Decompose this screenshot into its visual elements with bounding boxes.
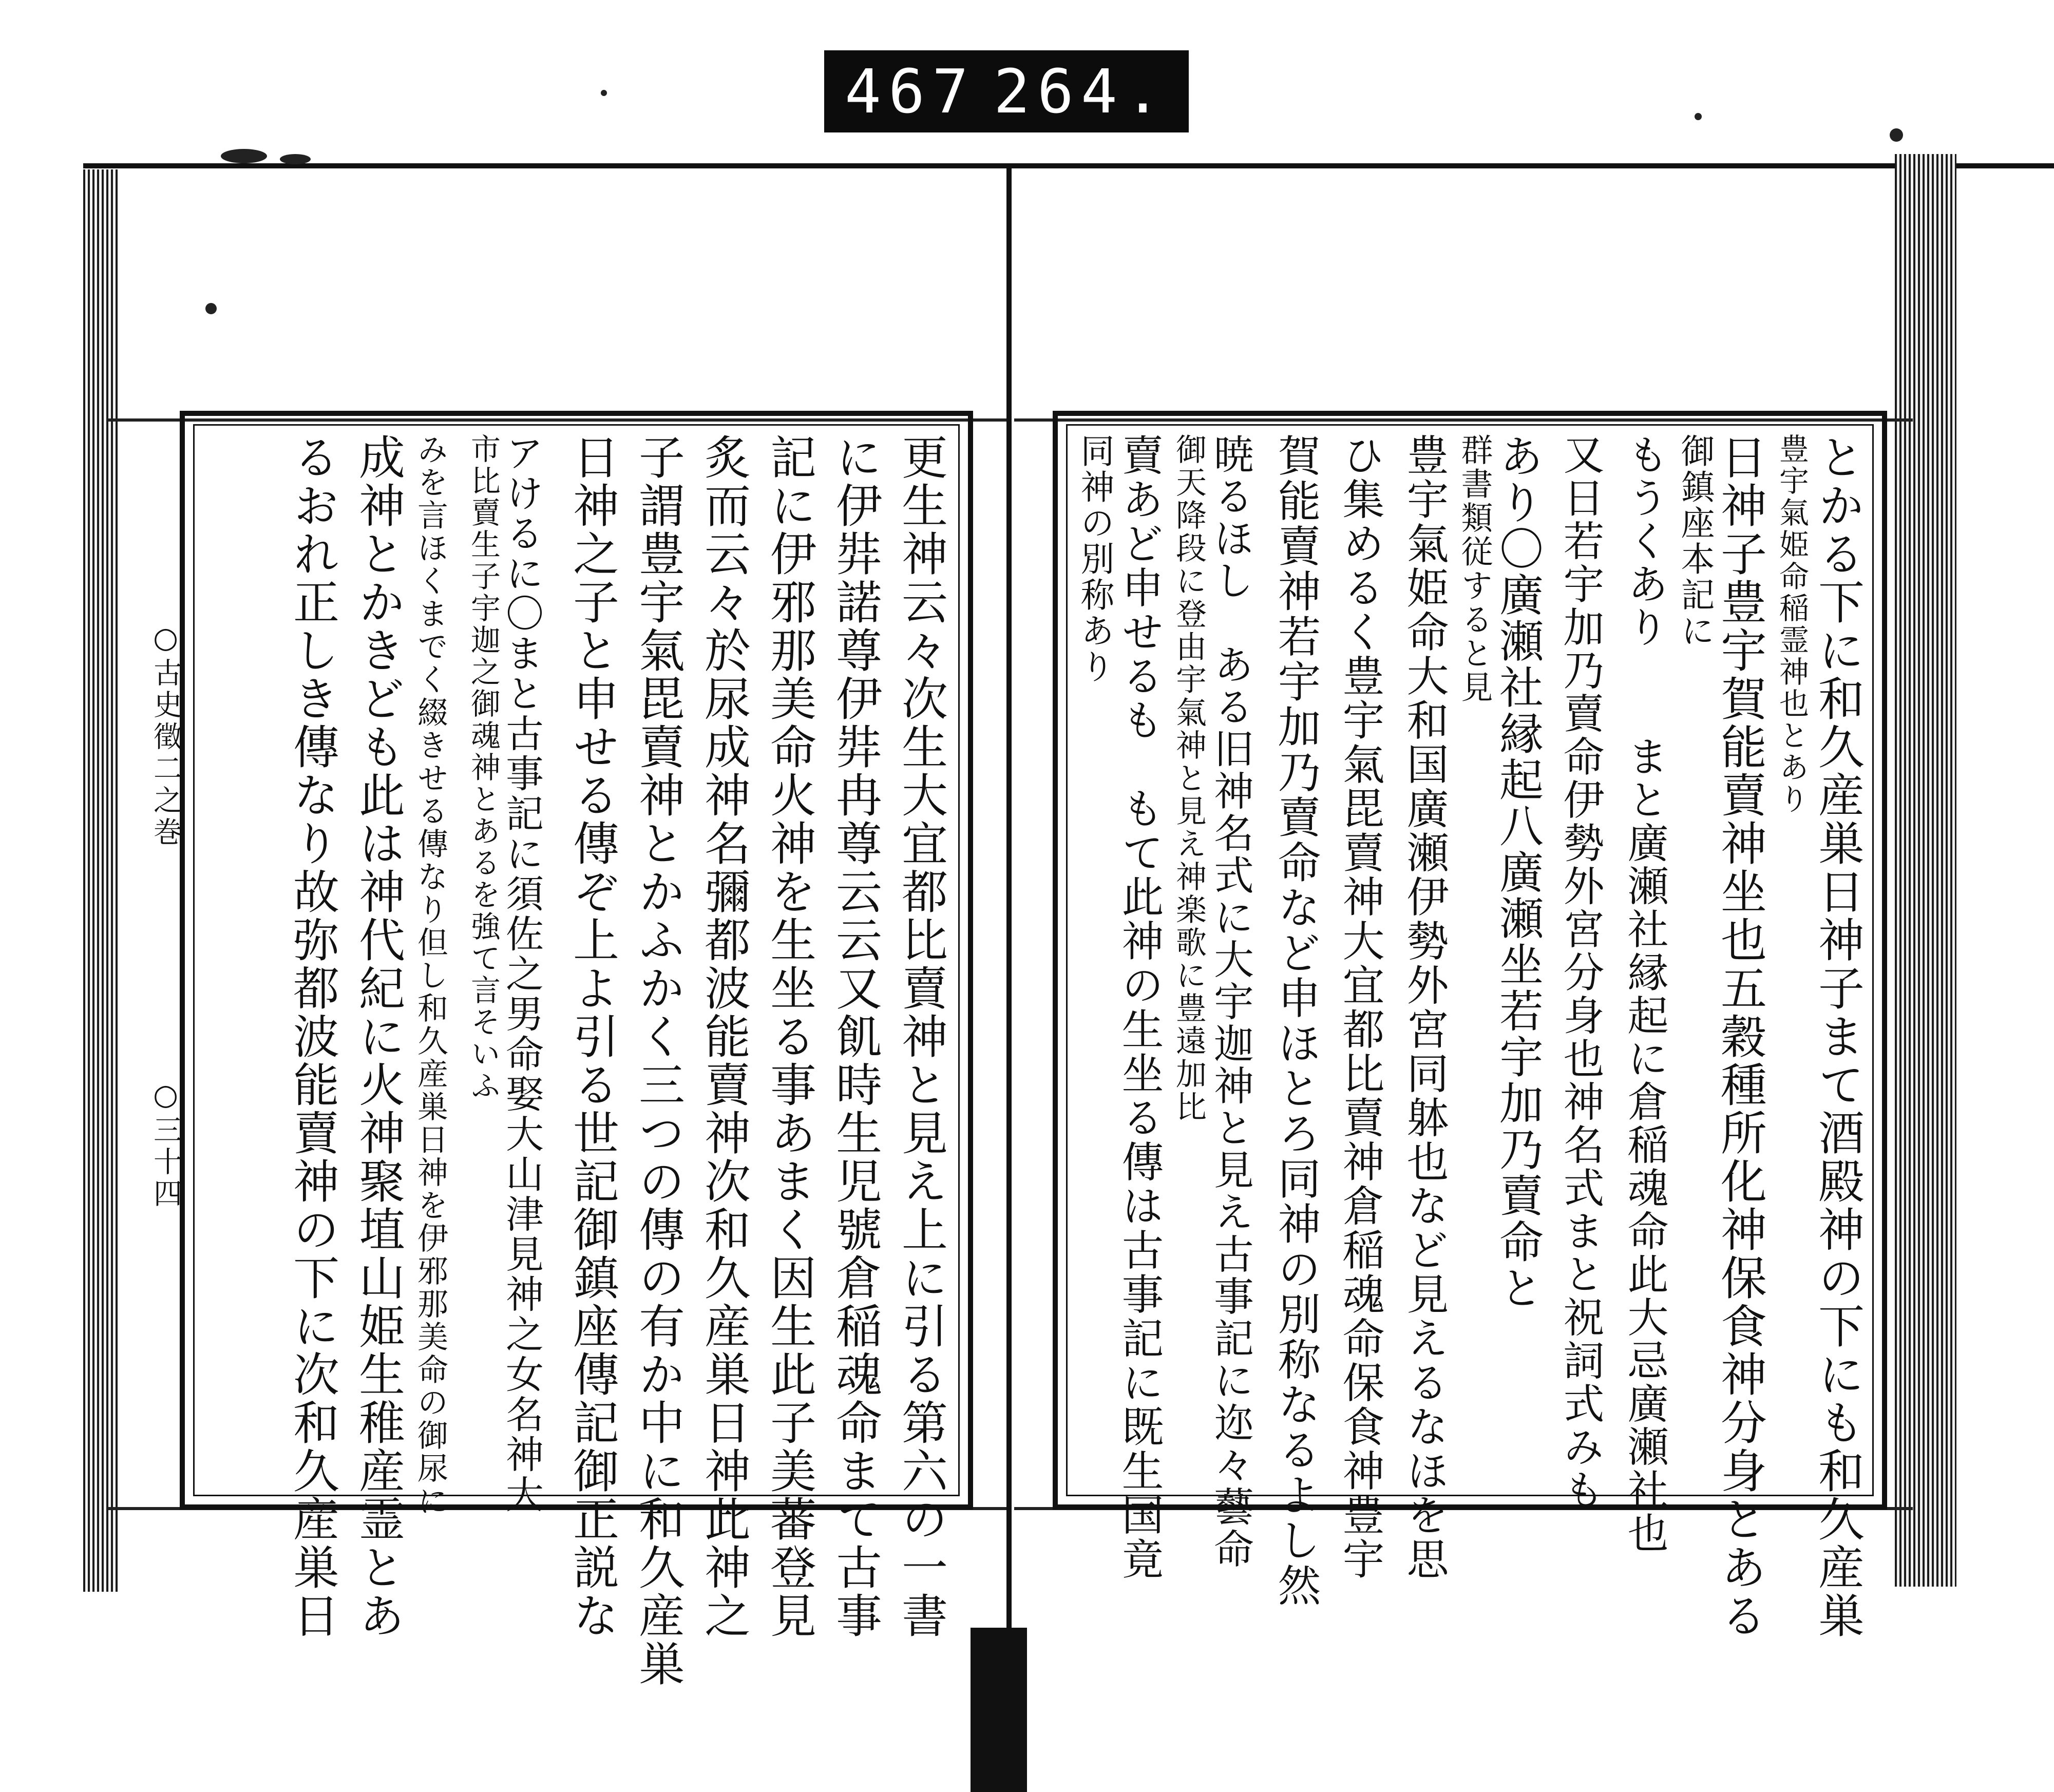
left-text-column: に伊弉諾尊伊弉冉尊云云又飢時生児號倉稲魂命まて古事 bbox=[828, 433, 882, 1640]
right-text-column: とかる下に和久産巣日神子まて酒殿神の下にも和久産巣 bbox=[1810, 433, 1864, 1640]
left-text-column: みを言ほくまでく綴きせる傳なり但し和久産巣日神を伊邪那美命の御尿に bbox=[412, 433, 448, 1518]
gutter-ink-blot bbox=[971, 1628, 1027, 1792]
left-text-column: 市比賣生子宇迦之御魂神とあるを強て言そいふ bbox=[466, 433, 501, 1102]
right-text-column: 賣あど申せるも もて此神の生坐る傳は古事記に既生国竟 bbox=[1115, 433, 1164, 1581]
left-text-column: 更生神云々次生大宜都比賣神と見え上に引る第六の一書 bbox=[893, 433, 947, 1640]
right-text-column: 暁るほし ある旧神名式に大宇迦神と見え古事記に迩々藝命 bbox=[1207, 433, 1253, 1570]
right-text-column: 群書類従すると見 bbox=[1456, 433, 1493, 704]
scan-speck bbox=[205, 303, 217, 314]
left-text-column: 炙而云々於尿成神名彌都波能賣神次和久産巣日神此神之 bbox=[696, 433, 750, 1640]
right-text-column: ひ集めるく豊宇氣毘賣神大宜都比賣神倉稲魂命保食神豊宇 bbox=[1336, 433, 1384, 1581]
book-gutter-line bbox=[1006, 163, 1012, 1704]
left-text-column: 成神とかきども此は神代紀に火神聚埴山姫生稚産霊とあ bbox=[351, 433, 405, 1640]
catalog-tag bbox=[824, 50, 1189, 132]
right-text-column: 豊宇氣姫命大和国廣瀬伊勢外宮同躰也など見えるなほを思 bbox=[1400, 433, 1449, 1581]
right-text-column: 又日若宇加乃賣命伊勢外宮分身也神名式まと祝詞式みも bbox=[1556, 433, 1604, 1512]
scan-speck bbox=[1695, 113, 1702, 120]
tag-left-number: 467 bbox=[845, 56, 976, 127]
left-text-column: 日神之子と申せる傳ぞ上よ引る世記御鎮座傳記御正説な bbox=[565, 433, 619, 1640]
right-text-column: もうくあり まと廣瀬社縁起に倉稲魂命此大忌廣瀬社也 bbox=[1621, 433, 1668, 1555]
right-page-text-frame bbox=[1053, 411, 1887, 1640]
tag-right-number: 264. bbox=[993, 56, 1168, 127]
right-text-column: 賀能賣神若宇加乃賣命など申ほとろ同神の別称なるよし然 bbox=[1271, 433, 1321, 1608]
scan-speck bbox=[280, 154, 311, 164]
left-page-number: ○三十四 bbox=[149, 1078, 182, 1210]
left-text-column: るおれ正しき傳なり故弥都波能賣神の下に次和久産巣日 bbox=[285, 433, 339, 1640]
left-text-column: アけるに〇まと古事記に須佐之男命娶大山津見神之女名神大 bbox=[500, 433, 544, 1515]
left-page-text-frame bbox=[180, 411, 973, 1688]
book-top-edge bbox=[83, 163, 2054, 168]
right-text-column: あり〇廣瀬社縁起八廣瀬坐若宇加乃賣命と bbox=[1492, 433, 1543, 1311]
right-text-column: 同神の別称あり bbox=[1075, 433, 1114, 685]
left-text-column: 子謂豊宇氣毘賣神とかふかく三つの傳の有か中に和久産巣 bbox=[631, 433, 684, 1688]
right-text-column: 豊宇氣姫命稲霊神也とあり bbox=[1774, 433, 1809, 815]
scan-speck bbox=[601, 90, 607, 96]
right-text-column: 日神子豊宇賀能賣神坐也五穀種所化神保食神分身とある bbox=[1713, 433, 1766, 1640]
right-text-column: 御天降段に登由宇氣神と見え神楽歌に豊遠加比 bbox=[1171, 433, 1207, 1123]
left-text-column: 記に伊邪那美命火神を生坐る事あまく因生此子美蕃登見 bbox=[762, 433, 816, 1640]
scan-speck bbox=[1890, 128, 1903, 142]
book-left-page-edge bbox=[83, 169, 119, 1592]
right-text-column: 御鎮座本記に bbox=[1675, 433, 1715, 649]
scan-speck bbox=[221, 149, 267, 163]
book-right-page-edge bbox=[1895, 154, 1956, 1587]
left-page-side-title: ○古史徵二之巻 bbox=[149, 621, 182, 849]
